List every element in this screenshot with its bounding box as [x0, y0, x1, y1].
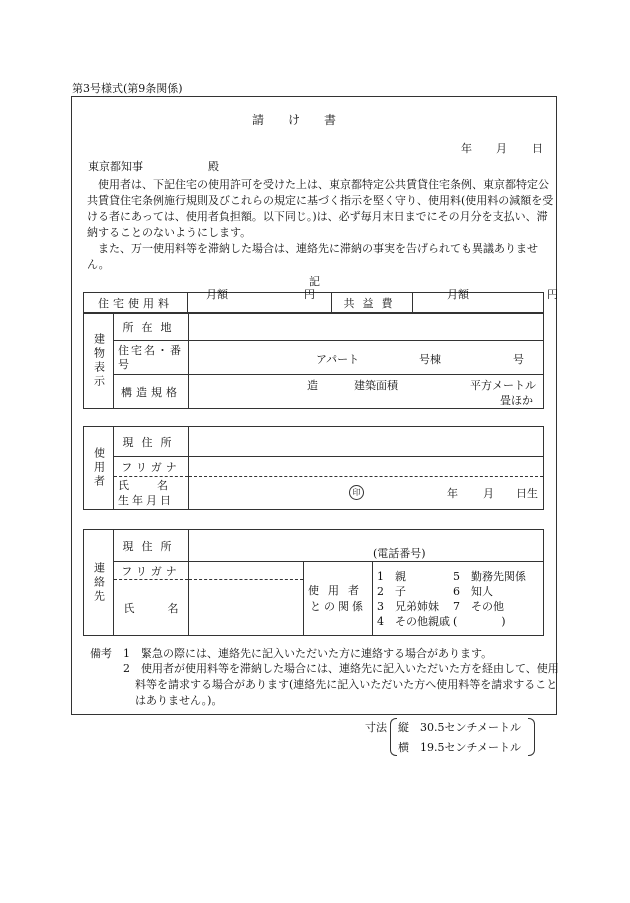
- user-name-birth-label: [114, 477, 189, 510]
- date-month: 月: [496, 142, 507, 155]
- user-address-field[interactable]: [189, 427, 544, 457]
- size-label: 寸法: [365, 721, 387, 734]
- rent-yen-label: 円: [304, 288, 315, 301]
- user-birth-label: 生年月日: [118, 494, 174, 507]
- relation-label-line1: 使用者: [308, 583, 368, 597]
- left-bracket-icon: [390, 718, 397, 756]
- user-address-label: 現住所: [114, 427, 189, 457]
- date-year: 年: [461, 142, 472, 155]
- relation-other[interactable]: 7 その他: [453, 599, 504, 613]
- date-day: 日: [532, 142, 543, 155]
- rent-monthly-label: 月額: [206, 288, 228, 301]
- contact-side-label: 連絡先: [84, 530, 114, 636]
- contact-table: [83, 529, 544, 636]
- rent-table: [83, 288, 558, 313]
- structure-area-label: 建築面積: [354, 379, 398, 392]
- ki-heading: 記: [309, 275, 320, 288]
- housing-name-field[interactable]: [189, 341, 544, 375]
- user-table: [83, 426, 544, 510]
- apartment-label: アパート: [316, 352, 360, 366]
- notes-label: 備考: [90, 647, 112, 660]
- housing-name-label: 住宅名・番号: [114, 341, 189, 375]
- addressee-honorific: 殿: [208, 160, 219, 173]
- paragraph-main: 使用者は、下記住宅の使用許可を受けた上は、東京都特定公共賃貸住宅条例、東京都特定公共賃貸住宅条例施行規則及びこれらの規定に基づく指示を堅く守り、使用料(使用料の減額を受ける者にあっては、使用者負担額。以下同じ。)は、必ず毎月末日までにその月分を支払い、滞納することのないようにします。: [87, 178, 554, 239]
- relation-options[interactable]: [373, 562, 544, 636]
- relation-work[interactable]: 5 勤務先関係: [453, 569, 526, 583]
- user-name-label: 氏 名: [118, 479, 170, 492]
- contact-address-label: 現住所: [114, 530, 189, 562]
- contact-furigana-field[interactable]: [189, 562, 304, 580]
- size-horizontal: 横 19.5センチメートル: [398, 741, 522, 754]
- birth-year-label: 年: [447, 487, 458, 500]
- user-name-field[interactable]: [189, 477, 544, 510]
- location-field[interactable]: [189, 314, 544, 341]
- common-fee-label: 共益費: [332, 293, 413, 313]
- building-side-label: 建物表示: [84, 314, 114, 409]
- relation-label: [304, 562, 373, 636]
- birth-day-label: 日生: [516, 487, 538, 500]
- size-vertical: 縦 30.5センチメートル: [398, 721, 522, 734]
- contact-name-label: 氏 名: [114, 580, 189, 636]
- building-table: [83, 313, 544, 409]
- user-furigana-field[interactable]: [189, 457, 544, 477]
- structure-tatami-label: 畳ほか: [500, 394, 533, 407]
- common-yen-label: 円: [547, 288, 558, 301]
- relation-sibling[interactable]: 3 兄弟姉妹: [377, 599, 439, 613]
- right-bracket-icon: [528, 718, 535, 756]
- user-side-label: 使用者: [84, 427, 114, 510]
- paragraph-delinquency: また、万一使用料等を滞納した場合は、連絡先に滞納の事実を告げられても異議ありません。: [87, 242, 538, 271]
- relation-acquaintance[interactable]: 6 知人: [453, 584, 493, 598]
- note-1: 1 緊急の際には、連絡先に記入いただいた方に連絡する場合があります。: [123, 647, 493, 660]
- structure-field[interactable]: [189, 375, 544, 409]
- unit-number-label: 号: [513, 352, 524, 366]
- structure-zo-label: 造: [307, 379, 318, 392]
- relation-label-line2: との関係: [310, 599, 366, 613]
- relation-other-relative[interactable]: 4 その他親戚: [377, 614, 450, 628]
- contact-address-field[interactable]: [189, 530, 544, 562]
- relation-child[interactable]: 2 子: [377, 584, 406, 598]
- seal-icon: 印: [349, 485, 364, 500]
- form-reference: 第3号様式(第9条関係): [72, 82, 183, 95]
- common-monthly-label: 月額: [447, 288, 469, 301]
- relation-parent[interactable]: 1 親: [377, 569, 406, 583]
- rent-amount-cell[interactable]: [188, 288, 332, 313]
- location-label: 所在地: [114, 314, 189, 341]
- contact-name-field[interactable]: [189, 580, 304, 636]
- note-2: 2 使用者が使用料等を滞納した場合には、連絡先に記入いただいた方を経由して、使用料等を請求する場合があります(連絡先に記入いただいた方へ使用料等を請求することはありません。)。: [123, 662, 559, 707]
- common-fee-amount-cell[interactable]: [413, 288, 558, 313]
- relation-other-paren: ( ): [453, 614, 506, 628]
- structure-sqm-label: 平方メートル: [470, 379, 536, 392]
- phone-label: (電話番号): [373, 547, 426, 560]
- user-furigana-label: フリガナ: [114, 457, 189, 477]
- contact-furigana-label: フリガナ: [114, 562, 189, 580]
- addressee-name: 東京都知事: [88, 160, 143, 173]
- building-number-label: 号棟: [419, 352, 441, 366]
- page-title: 請 け 書: [252, 113, 337, 127]
- structure-label: 構造規格: [114, 375, 189, 409]
- rent-label: 住宅使用料: [84, 293, 188, 313]
- birth-month-label: 月: [483, 487, 494, 500]
